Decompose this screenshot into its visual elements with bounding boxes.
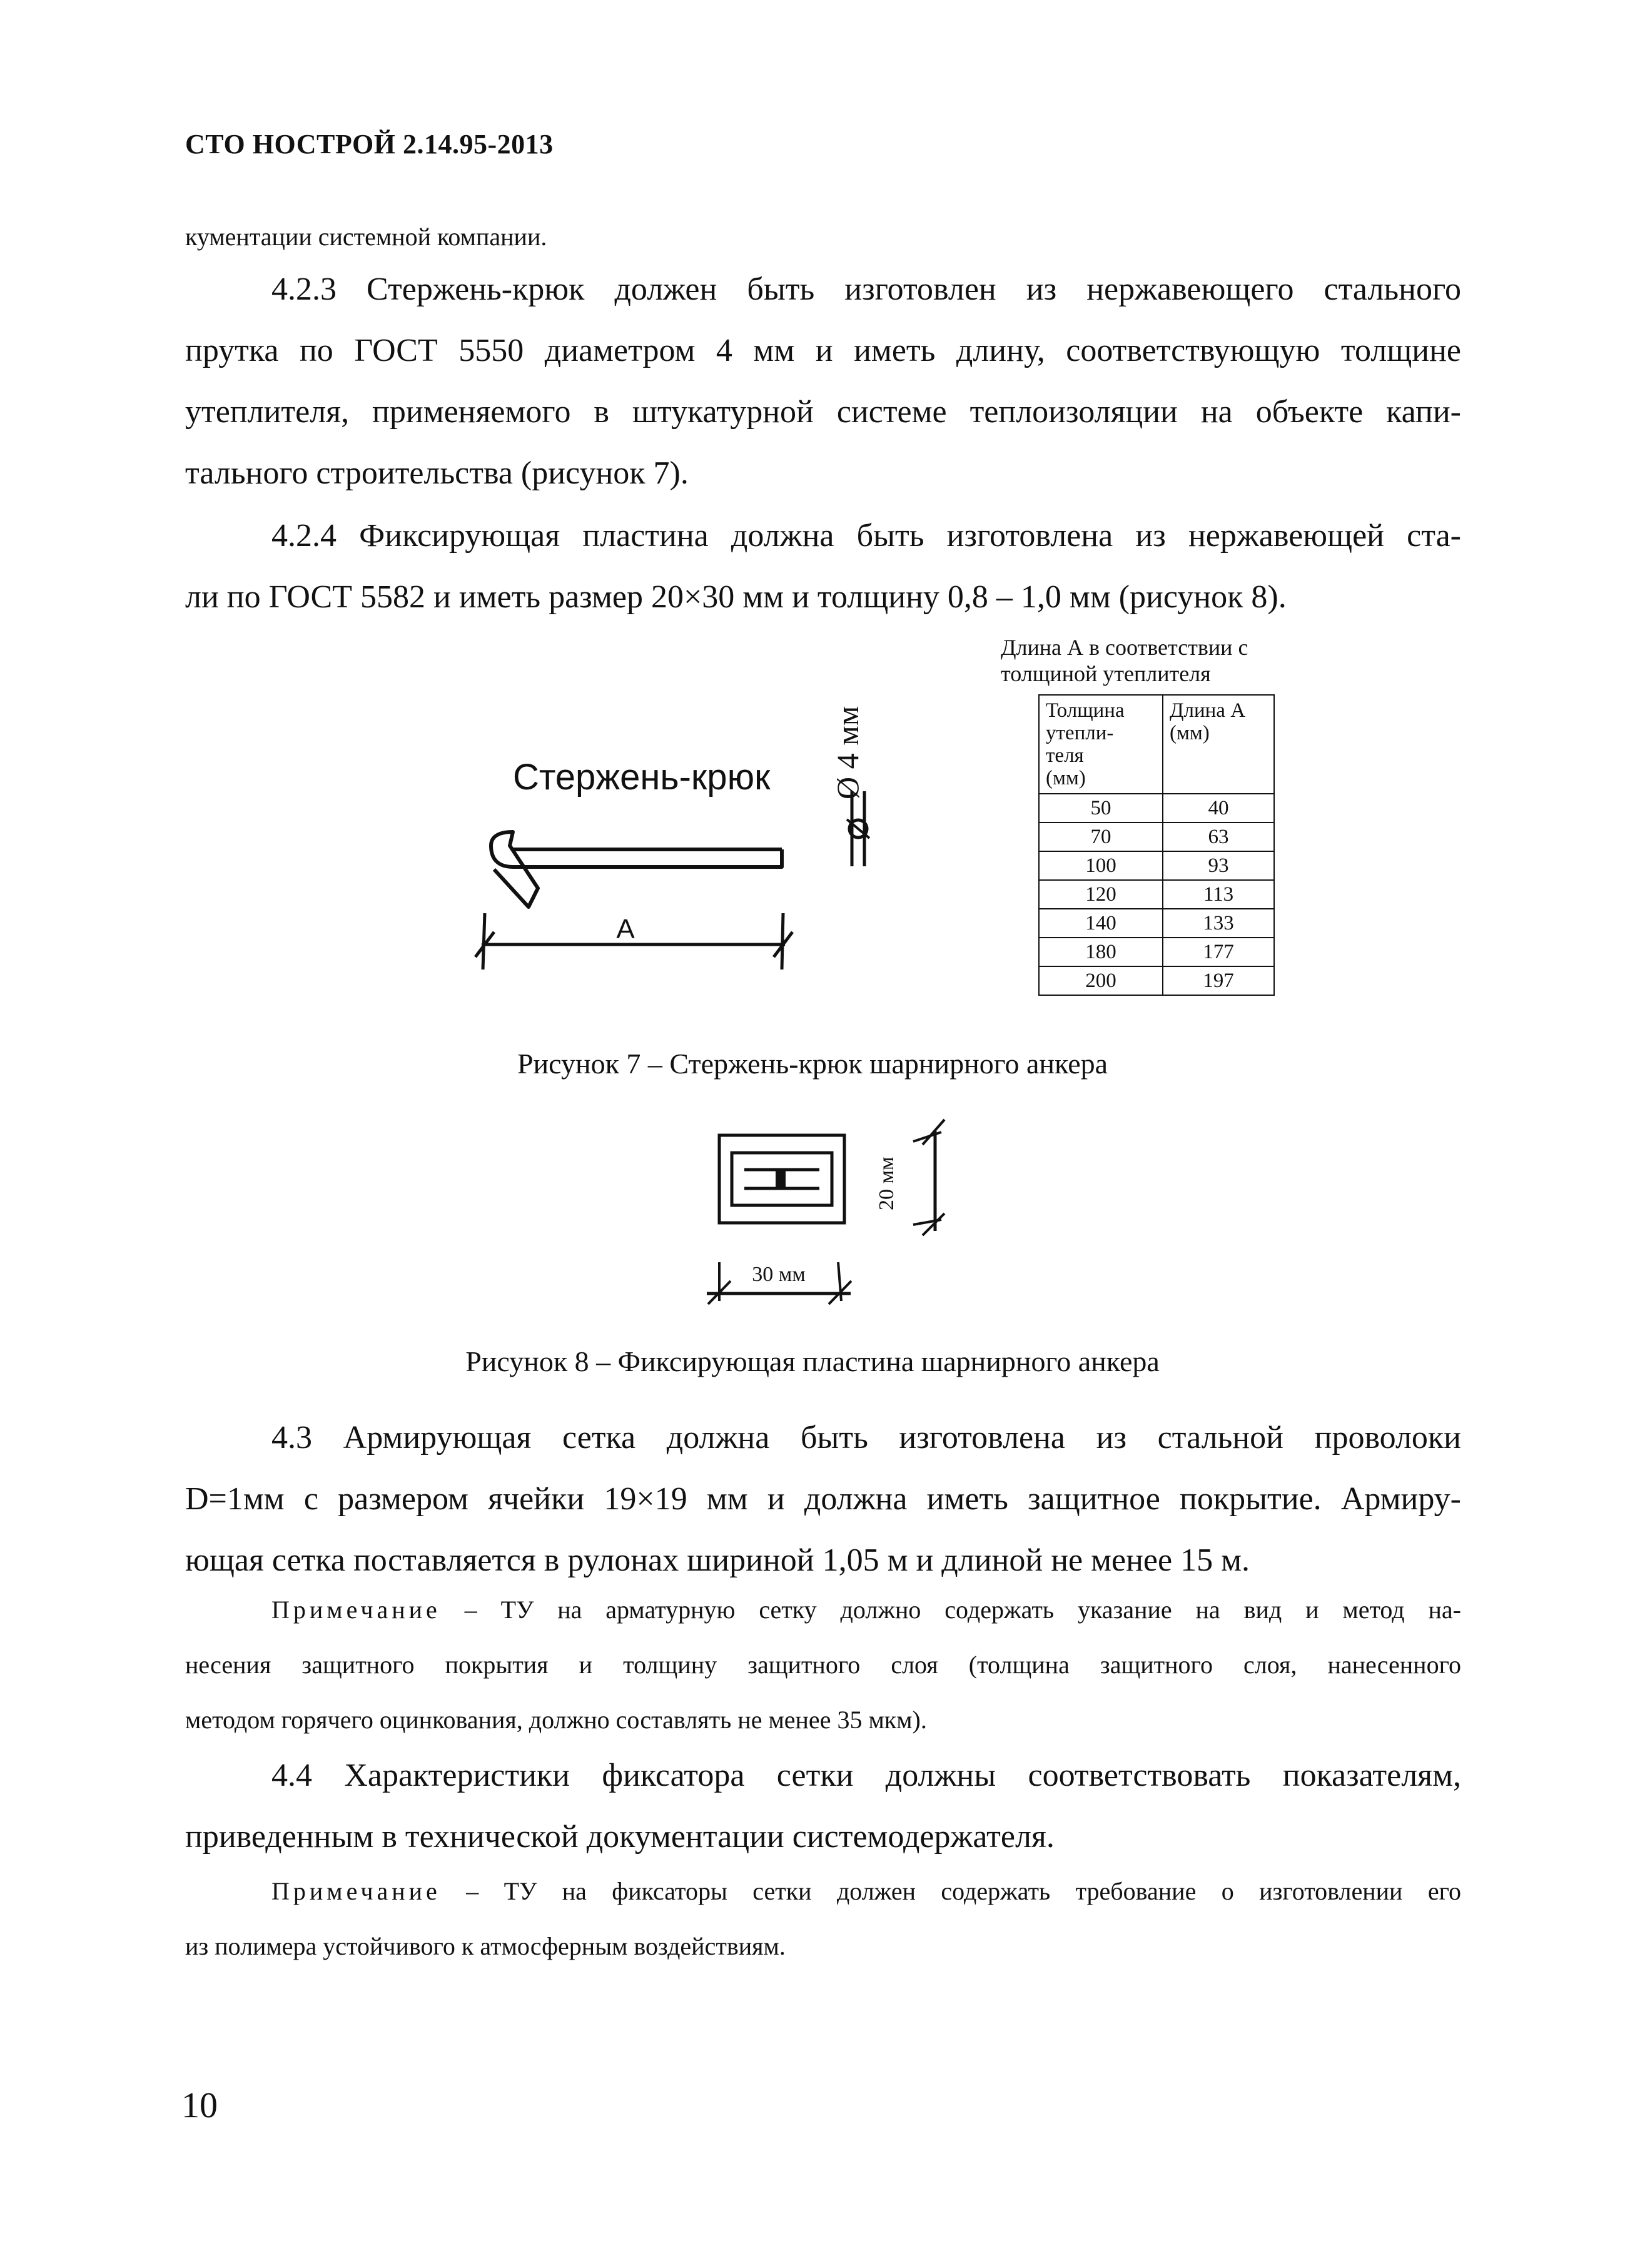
table-row: 70 63 — [1039, 823, 1274, 851]
text-line: ющая сетка поставляется в рулонах шириной 1,05 м и длиной не менее 15 м. — [185, 1542, 1250, 1578]
document-header: СТО НОСТРОЙ 2.14.95-2013 — [185, 129, 554, 159]
plate-center-hole — [776, 1168, 786, 1190]
figure-8-caption: Рисунок 8 – Фиксирующая пластина шарнирного анкера — [465, 1345, 1160, 1377]
text-line: Примечание – ТУ на арматурную сетку должно содержать указание на вид и метод на- — [271, 1596, 1461, 1624]
table-header-length: Длина А (мм) — [1163, 695, 1274, 794]
table-header-thickness: Толщина утепли- теля (мм) — [1039, 695, 1163, 794]
text-line: D=1мм с размером ячейки 19×19 мм и должна иметь защитное покрытие. Армиру- — [185, 1481, 1461, 1517]
table-row: 180 177 — [1039, 938, 1274, 966]
note-label: Примечание — [271, 1877, 441, 1905]
text-line: ли по ГОСТ 5582 и иметь размер 20×30 мм и толщину 0,8 – 1,0 мм (рисунок 8). — [185, 579, 1287, 615]
text-line: 4.2.3 Стержень-крюк должен быть изготовлен из нержавеющего стального — [271, 271, 1461, 307]
paragraph-4-3 — [185, 1407, 1461, 1591]
text-line: 4.2.4 Фиксирующая пластина должна быть изготовлена из нержавеющей ста- — [271, 518, 1461, 554]
text-line: 4.3 Армирующая сетка должна быть изготовлена из стальной проволоки — [271, 1420, 1461, 1455]
figure-7-caption: Рисунок 7 – Стержень-крюк шарнирного анкера — [517, 1048, 1108, 1080]
text-line: 4.4 Характеристики фиксатора сетки должны соответствовать показателям, — [271, 1758, 1461, 1793]
note-mesh-spec — [185, 1582, 1461, 1748]
height-label: 20 мм — [875, 1157, 898, 1210]
text-line: из полимера устойчивого к атмосферным воздействиям. — [185, 1932, 786, 1960]
dimension-label-a: A — [616, 914, 635, 944]
paragraph-4-4 — [185, 1745, 1461, 1868]
text-line: утеплителя, применяемого в штукатурной системе теплоизоляции на объекте капи- — [185, 394, 1461, 430]
page-number: 10 — [181, 2085, 218, 2125]
table-row: 200 197 — [1039, 966, 1274, 995]
text-line: методом горячего оцинкования, должно составлять не менее 35 мкм). — [185, 1706, 927, 1734]
table-row: 100 93 — [1039, 851, 1274, 880]
table-caption: Длина А в соответствии с толщиной утеплителя — [1001, 635, 1248, 686]
hook-rod-title: Стержень-крюк — [513, 757, 771, 797]
width-label: 30 мм — [752, 1263, 806, 1286]
text-line: тального строительства (рисунок 7). — [185, 455, 689, 491]
table-row: 140 133 — [1039, 909, 1274, 938]
diameter-label: Ø 4 мм — [830, 706, 865, 799]
text-line: несения защитного покрытия и толщину защитного слоя (толщина защитного слоя, нанесенного — [185, 1651, 1461, 1679]
text-line: прутка по ГОСТ 5550 диаметром 4 мм и иметь длину, соответствующую толщине — [185, 333, 1461, 368]
table-row: 120 113 — [1039, 880, 1274, 909]
table-row: 50 40 — [1039, 794, 1274, 823]
note-label: Примечание — [271, 1596, 441, 1624]
text-line: приведенным в технической документации системодержателя. — [185, 1819, 1055, 1855]
text-line: кументации системной компании. — [185, 223, 547, 251]
text-line: Примечание – ТУ на фиксаторы сетки должен содержать требование о изготовлении его — [271, 1877, 1461, 1905]
note-fixator-spec — [185, 1864, 1461, 1974]
